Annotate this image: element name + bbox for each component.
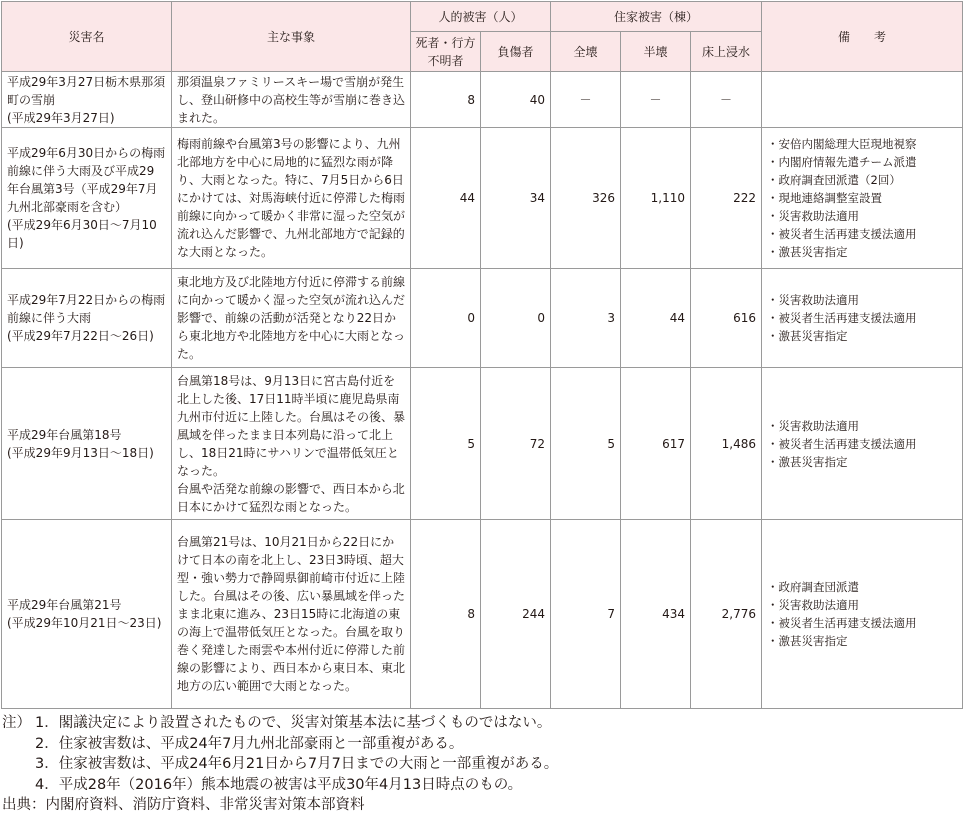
total-collapse-cell: 5	[551, 368, 621, 520]
source-line: 出典：内閣府資料、消防庁資料、非常災害対策本部資料	[2, 797, 365, 813]
remark-item: ・安倍内閣総理大臣現地視察	[767, 137, 917, 151]
footnote-3	[2, 754, 960, 775]
remark-item: ・激甚災害指定	[767, 329, 848, 343]
footnotes	[2, 713, 960, 816]
main-event-cell: 那須温泉ファミリースキー場で雪崩が発生し、登山研修中の高校生等が雪崩に巻き込まれた。	[172, 72, 411, 128]
above-floor-flooding-cell: －	[691, 72, 762, 128]
disaster-name-cell: 平成29年台風第21号 (平成29年10月21日～23日)	[2, 520, 172, 709]
header-dead-missing: 死者・行方不明者	[411, 32, 481, 72]
injured-cell: 40	[481, 72, 551, 128]
total-collapse-cell: －	[551, 72, 621, 128]
table-row	[2, 128, 963, 269]
header-remarks: 備 考	[762, 2, 963, 72]
table-row	[2, 520, 963, 709]
remarks-cell	[762, 72, 963, 128]
remark-item: ・災害救助法適用	[767, 209, 860, 223]
table-body	[2, 72, 963, 709]
remark-item: ・激甚災害指定	[767, 634, 848, 648]
dead-missing-cell: 0	[411, 269, 481, 368]
table-row	[2, 368, 963, 520]
injured-cell: 244	[481, 520, 551, 709]
main-event-cell: 台風第21号は、10月21日から22日にかけて日本の南を北上し、23日3時頃、超大型・強い勢力で静岡県御前崎市付近に上陸した。台風はその後、広い暴風域を伴ったまま北東に進み、23日15時に北海道の東の海上で温帯低気圧となった。台風を取り巻く発達した雨雲や本州付近に停滞した前線の影響により、西日本から東日本、東北地方の広い範囲で大雨となった。	[172, 520, 411, 709]
disaster-name-cell: 平成29年7月22日からの梅雨前線に伴う大雨 (平成29年7月22日～26日)	[2, 269, 172, 368]
header-half-collapse: 半壊	[621, 32, 691, 72]
table-row	[2, 72, 963, 128]
remarks-list	[767, 417, 957, 471]
injured-cell: 72	[481, 368, 551, 520]
remarks-cell	[762, 520, 963, 709]
main-event-cell: 台風第18号は、9月13日に宮古島付近を北上した後、17日11時半頃に鹿児島県南九州市付近に上陸した。台風はその後、暴風域を伴ったまま日本列島に沿って北上し、18日21時にサハリンで温帯低気圧となった。 台風や活発な前線の影響で、西日本から北日本にかけて猛烈な雨となった。	[172, 368, 411, 520]
footnote-prefix: 注）	[2, 715, 31, 731]
remark-item: ・災害救助法適用	[767, 293, 860, 307]
header-disaster-name: 災害名	[2, 2, 172, 72]
total-collapse-cell: 3	[551, 269, 621, 368]
dead-missing-cell: 5	[411, 368, 481, 520]
total-collapse-cell: 326	[551, 128, 621, 269]
remark-item: ・内閣府情報先遣チーム派遣	[767, 155, 917, 169]
remark-item: ・被災者生活再建支援法適用	[767, 227, 917, 241]
remarks-cell	[762, 368, 963, 520]
remark-item: ・激甚災害指定	[767, 454, 848, 469]
main-event-cell: 東北地方及び北陸地方付近に停滞する前線に向かって暖かく湿った空気が流れ込んだ影響で、前線の活動が活発となり22日から東北地方や北陸地方を中心に大雨となった。	[172, 269, 411, 368]
remark-item: ・被災者生活再建支援法適用	[767, 616, 917, 630]
footnote-2	[2, 734, 960, 755]
above-floor-flooding-cell: 222	[691, 128, 762, 269]
dead-missing-cell: 8	[411, 520, 481, 709]
dead-missing-cell: 8	[411, 72, 481, 128]
half-collapse-cell: 617	[621, 368, 691, 520]
header-injured: 負傷者	[481, 32, 551, 72]
total-collapse-cell: 7	[551, 520, 621, 709]
footnote-text: 3．住家被害数は、平成24年6月21日から7月7日までの大雨と一部重複がある。	[35, 756, 559, 772]
remark-item: ・被災者生活再建支援法適用	[767, 311, 917, 325]
remarks-list	[767, 135, 957, 261]
half-collapse-cell: －	[621, 72, 691, 128]
header-total-collapse: 全壊	[551, 32, 621, 72]
remark-item: ・災害救助法適用	[767, 418, 860, 433]
header-human-damage: 人的被害（人）	[411, 2, 551, 32]
remark-item: ・被災者生活再建支援法適用	[767, 436, 917, 451]
half-collapse-cell: 434	[621, 520, 691, 709]
remarks-list	[767, 578, 957, 650]
remarks-cell	[762, 269, 963, 368]
above-floor-flooding-cell: 1,486	[691, 368, 762, 520]
remark-item: ・政府調査団派遣	[767, 580, 860, 594]
remark-item: ・激甚災害指定	[767, 245, 848, 259]
footnote-4	[2, 775, 960, 796]
main-event-cell: 梅雨前線や台風第3号の影響により、九州北部地方を中心に局地的に猛烈な雨が降り、大雨となった。特に、7月5日から6日にかけては、対馬海峡付近に停滞した梅雨前線に向かって暖かく非常に湿った空気が流れ込んだ影響で、九州北部地方で記録的な大雨となった。	[172, 128, 411, 269]
header-above-floor-flooding: 床上浸水	[691, 32, 762, 72]
remarks-list	[767, 291, 957, 345]
disaster-name-cell: 平成29年6月30日からの梅雨前線に伴う大雨及び平成29年台風第3号（平成29年7月九州北部豪雨を含む） (平成29年6月30日～7月10日)	[2, 128, 172, 269]
remark-item: ・災害救助法適用	[767, 598, 860, 612]
remark-item: ・政府調査団派遣（2回）	[767, 173, 901, 187]
header-housing-damage: 住家被害（棟）	[551, 2, 762, 32]
remarks-cell	[762, 128, 963, 269]
above-floor-flooding-cell: 2,776	[691, 520, 762, 709]
footnote-text: 4．平成28年（2016年）熊本地震の被害は平成30年4月13日時点のもの。	[35, 776, 523, 793]
table-row	[2, 269, 963, 368]
injured-cell: 34	[481, 128, 551, 269]
above-floor-flooding-cell: 616	[691, 269, 762, 368]
footnote-text: 2．住家被害数は、平成24年7月九州北部豪雨と一部重複がある。	[35, 735, 464, 752]
dead-missing-cell: 44	[411, 128, 481, 269]
footnote-1	[2, 713, 960, 734]
disaster-name-cell: 平成29年3月27日栃木県那須町の雪崩 (平成29年3月27日)	[2, 72, 172, 128]
remark-item: ・現地連絡調整室設置	[767, 191, 883, 205]
disaster-damage-table	[1, 1, 963, 709]
header-main-event: 主な事象	[172, 2, 411, 72]
half-collapse-cell: 44	[621, 269, 691, 368]
half-collapse-cell: 1,110	[621, 128, 691, 269]
injured-cell: 0	[481, 269, 551, 368]
footnote-text: 1．閣議決定により設置されたもので、災害対策基本法に基づくものではない。	[35, 715, 552, 731]
disaster-name-cell: 平成29年台風第18号 (平成29年9月13日～18日)	[2, 368, 172, 520]
